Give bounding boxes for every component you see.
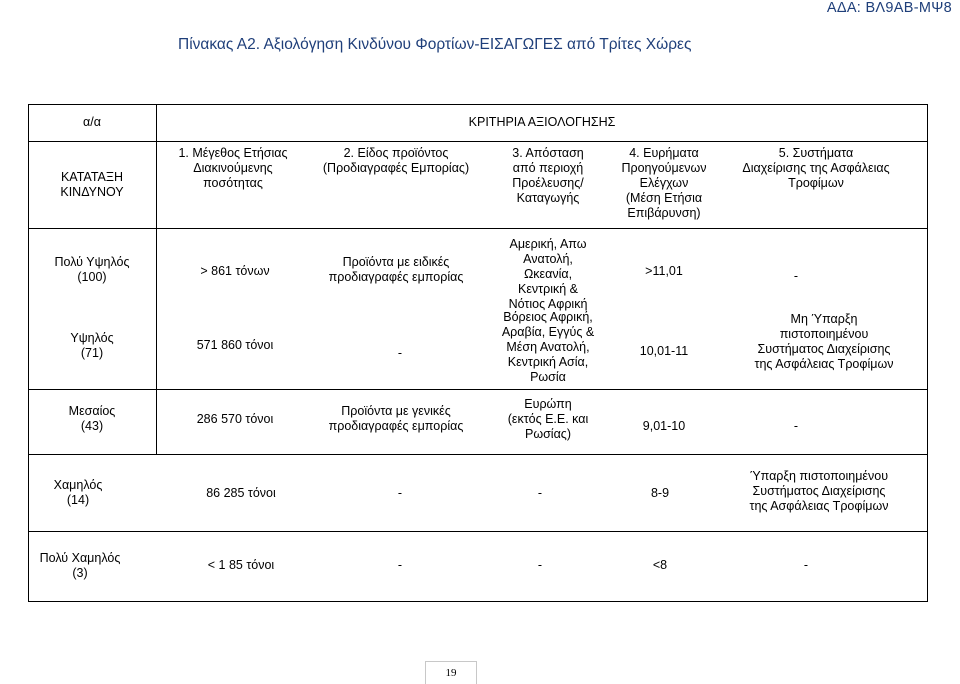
row-very-high-c2: Προϊόντα με ειδικές προδιαγραφές εμπορίας — [328, 255, 464, 284]
header-criterion-3: 3. Απόσταση από περιοχή Προέλευσης/ Καταγωγής — [512, 146, 584, 205]
page-title: Πίνακας Α2. Αξιολόγηση Κινδύνου Φορτίων-ΕΙΣΑΓΩΓΕΣ από Τρίτες Χώρες — [178, 36, 692, 53]
row-low-c4: 8-9 — [650, 485, 670, 500]
row-low-c2: - — [397, 485, 403, 500]
header-aa: α/α — [83, 115, 101, 129]
row-low-c3: - — [537, 485, 543, 500]
row-medium-c3: Ευρώπη (εκτός Ε.Ε. και Ρωσίας) — [507, 396, 589, 441]
row-low-c1: 86 285 τόνοι — [206, 485, 276, 500]
row-medium-label: Μεσαίος (43) — [68, 404, 116, 433]
table-rule — [28, 454, 928, 455]
row-very-high-c5: - — [793, 268, 799, 283]
row-high-c4: 10,01-11 — [639, 343, 689, 358]
header-criterion-5: 5. Συστήματα Διαχείρισης της Ασφάλειας Τροφίμων — [742, 145, 890, 190]
row-very-low-c5: - — [803, 557, 809, 572]
header-criterion-1: 1. Μέγεθος Ετήσιας Διακινούμενης ποσότητας — [178, 145, 288, 190]
page-number-box — [425, 661, 477, 684]
table-border-right — [927, 104, 928, 601]
row-very-high-label: Πολύ Υψηλός (100) — [54, 255, 130, 284]
row-very-high-c1: > 861 τόνων — [200, 263, 270, 278]
row-very-low-c1: < 1 85 τόνοι — [207, 557, 275, 572]
table-border-bottom — [28, 601, 928, 602]
row-very-low-c3: - — [537, 557, 543, 572]
row-medium-c5: - — [793, 418, 799, 433]
page-number: 19 — [445, 667, 457, 679]
table-rule — [28, 228, 928, 229]
header-criteria: ΚΡΙΤΗΡΙΑ ΑΞΙΟΛΟΓΗΣΗΣ — [468, 115, 616, 129]
row-very-high-c4: >11,01 — [645, 263, 683, 278]
ada-code: ΑΔΑ: ΒΛ9ΑΒ-ΜΨ8 — [826, 0, 952, 16]
row-very-low-label: Πολύ Χαμηλός (3) — [39, 551, 121, 580]
row-very-high-c3: Αμερική, Απω Ανατολή, Ωκεανία, Κεντρική & Νότιος Αφρική — [508, 236, 588, 311]
row-medium-c1: 286 570 τόνοι — [196, 411, 274, 426]
row-low-c5: Ύπαρξη πιστοποιημένου Συστήματος Διαχείρισης της Ασφάλειας Τροφίμων — [749, 468, 889, 513]
header-classification: ΚΑΤΑΤΑΞΗ ΚΙΝΔΥΝΟΥ — [60, 169, 124, 199]
row-high-c2: - — [397, 345, 403, 360]
table-rule — [28, 531, 928, 532]
row-high-c5: Μη Ύπαρξη πιστοποιημένου Συστήματος Διαχείρισης της Ασφάλειας Τροφίμων — [754, 312, 894, 371]
header-criterion-4: 4. Ευρήματα Προηγούμενων Ελέγχων (Μέση Ετήσια Επιβάρυνση) — [621, 146, 707, 220]
row-medium-c2: Προϊόντα με γενικές προδιαγραφές εμπορίας — [328, 404, 464, 433]
row-high-label: Υψηλός (71) — [70, 331, 114, 360]
row-medium-c4: 9,01-10 — [642, 418, 686, 433]
table-rule — [28, 141, 928, 142]
row-high-c3: Βόρειος Αφρική, Αραβία, Εγγύς & Μέση Ανατολή, Κεντρική Ασία, Ρωσία — [501, 309, 595, 384]
row-low-label: Χαμηλός (14) — [53, 478, 103, 507]
header-criterion-2: 2. Είδος προϊόντος (Προδιαγραφές Εμπορίας) — [322, 146, 470, 175]
row-very-low-c4: <8 — [652, 557, 668, 572]
row-very-low-c2: - — [397, 557, 403, 572]
table-rule — [156, 104, 157, 454]
table-rule — [28, 389, 928, 390]
row-high-c1: 571 860 τόνοι — [196, 337, 274, 352]
